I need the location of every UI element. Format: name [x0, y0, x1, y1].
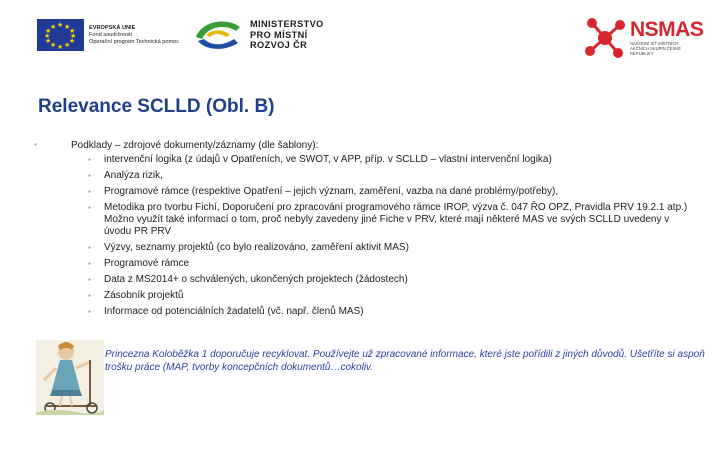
bullet-icon: ▪	[88, 243, 91, 252]
eu-line-1: EVROPSKÁ UNIE	[89, 24, 136, 31]
nsmas-network-icon	[582, 15, 628, 61]
eu-logo-text	[89, 25, 179, 46]
bullet-icon: ▪	[88, 307, 91, 316]
eu-line-3: Operační program Technická pomoc	[89, 38, 180, 45]
eu-line-2: Fond soudržnosti	[89, 31, 132, 38]
note-text: Princezna Koloběžka 1 doporučuje recyklovat. Používejte už zpracované informace, které jste pořídili z jiných důvodů. Ušetříte si aspoň trošku práce (MAP, tvorby koncepčních dokumentů…cokoliv.	[105, 349, 705, 373]
list-item-text: Analýza rizik,	[104, 170, 163, 181]
princess-illustration	[36, 340, 104, 415]
ministry-line-2: PRO MÍSTNÍ	[250, 29, 308, 40]
list-item	[88, 170, 688, 182]
ministry-line-3: ROZVOJ ČR	[250, 40, 308, 51]
list-item	[88, 274, 688, 286]
list-item-text: Programové rámce (respektive Opatření – jejich význam, zaměření, vazba na dané problémy/potřeby),	[104, 186, 559, 197]
nsmas-logo	[582, 15, 703, 61]
list-item	[88, 202, 688, 238]
main-item: Podklady – zdrojové dokumenty/záznamy (dle šablony):	[71, 140, 319, 151]
list-item-text: Zásobník projektů	[104, 290, 184, 301]
bullet-icon: ▪	[88, 291, 91, 300]
list-item-text: intervenční logika (z údajů v Opatřeních, ve SWOT, v APP, příp. v SCLLD – vlastní intervenční logika)	[104, 154, 552, 165]
list-item-text: Metodika pro tvorbu Fichí, Doporučení pro zpracování programového rámce IROP, výzva č. 047 ŘO OPZ, Pravidla PRV 19.2.1 atp.) Možno využít také informací o tom, proč nebyly zavedeny jiné Fiche v PRV, které mají některé MAS ve svých SCLLD uvedeny v úvodu PR PRV	[104, 202, 688, 237]
main-bullet-icon: ▪	[34, 140, 37, 149]
bullet-icon: ▪	[88, 203, 91, 212]
list-item	[88, 242, 688, 254]
nsmas-text	[630, 19, 703, 56]
list-item	[88, 186, 688, 198]
list-item-text: Programové rámce	[104, 258, 190, 269]
bullet-icon: ▪	[88, 259, 91, 268]
ministry-logo	[192, 15, 324, 55]
logo-bar	[0, 0, 720, 80]
list-item-text: Informace od potenciálních žadatelů (vč. např. členů MAS)	[104, 306, 364, 317]
eu-flag-icon: ★ ★ ★ ★ ★ ★ ★ ★ ★ ★ ★ ★	[37, 19, 84, 51]
list-item	[88, 154, 688, 166]
list-item	[88, 258, 688, 270]
list-item	[88, 290, 688, 302]
list-item-text: Výzvy, seznamy projektů (co bylo realizováno, zaměření aktivit MAS)	[104, 242, 409, 253]
nsmas-subtitle: NÁRODNÍ SÍŤ MÍSTNÍCH AKČNÍCH SKUPIN ČESKÉ REPUBLIKY	[630, 41, 681, 56]
bullet-icon: ▪	[88, 275, 91, 284]
bullet-icon: ▪	[88, 187, 91, 196]
list-item-text: Data z MS2014+ o schválených, ukončených projektech (žádostech)	[104, 274, 408, 285]
ministry-logo-text	[250, 19, 324, 51]
bullet-icon: ▪	[88, 155, 91, 164]
bullet-icon: ▪	[88, 171, 91, 180]
ministry-line-1: MINISTERSTVO	[250, 18, 324, 29]
ministry-emblem-icon	[192, 15, 244, 55]
slide-title: Relevance SCLLD (Obl. B)	[38, 96, 275, 117]
nsmas-brand: NSMAS	[630, 18, 704, 41]
eu-logo	[37, 19, 179, 51]
list-item	[88, 306, 688, 318]
sub-list	[88, 154, 688, 322]
